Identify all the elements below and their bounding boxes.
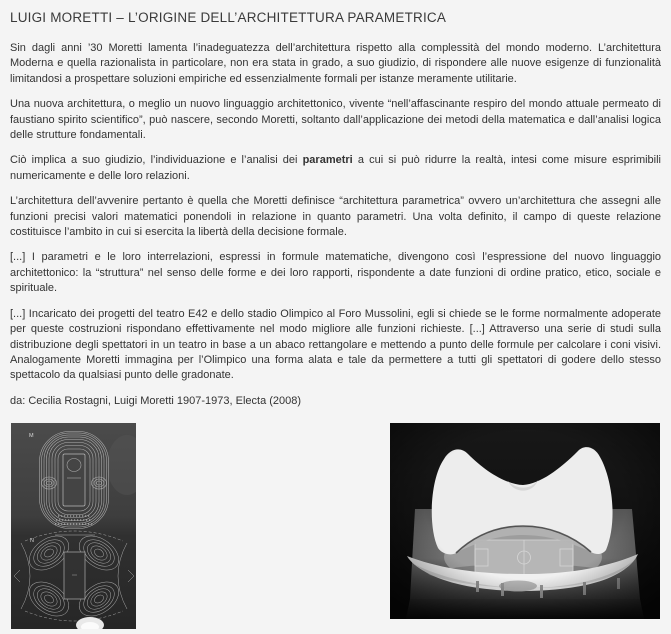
paragraph-3-bold-term: parametri (302, 154, 353, 167)
page-title: LUIGI MORETTI – L’ORIGINE DELL’ARCHITETTURA PARAMETRICA (10, 10, 447, 25)
paragraph-4: L’architettura dell’avvenire pertanto è quella che Moretti definisce “architettura parametrica” ovvero un’architettura che assegni alle funzioni precisi valori matematici ponendoli in relazione in quanto parametri. Una volta definito, il campo di queste relazione costituisce l’ambito in cui si esercita la libertà della decisione formale. (10, 195, 661, 239)
diagram-marker-bottom: N (30, 538, 34, 545)
source-citation: da: Cecilia Rostagni, Luigi Moretti 1907-1973, Electa (2008) (10, 394, 302, 407)
paragraph-1: Sin dagli anni ’30 Moretti lamenta l’inadeguatezza dell’architettura rispetto alla complessità del mondo moderno. L’architettura Moderna e quella razionalista in particolare, non era stata in grado, a suo giudizio, di rispondere alle nuove esigenze di funzionalità limitandosi a prospettare soluzioni empiriche ed essenzialmente formali per istanze meramente utilitarie. (10, 42, 661, 85)
isoparametric-diagram-image (11, 423, 136, 629)
paragraph-3-tail: a cui si può ridurre la realtà, intesi come misure esprimibili numericamente e delle loro relazioni. (10, 154, 661, 182)
paragraph-3-lead: Ciò implica a suo giudizio, l’individuazione e l’analisi dei (10, 154, 303, 167)
diagram-marker-top: M (29, 433, 34, 440)
paragraph-6: [...] Incaricato dei progetti del teatro E42 e dello stadio Olimpico al Foro Mussolini, egli si chiede se le forme normalmente adoperate per queste costruzioni rispondano effettivamente nel modo migliore alle funzioni richieste. [...] Attraverso una serie di studi sulla distribuzione degli spettatori in un teatro in base a un abaco rettangolare e mettendo a punto delle formule per calcolare i coni visivi. Analogamente Moretti immagina per l’Olimpico una forma alata e tale da permettere a tutti gli spettatori di godere dello stesso spettacolo da qualsiasi punto delle gradonate. (10, 307, 661, 382)
paragraph-2: Una nuova architettura, o meglio un nuovo linguaggio architettonico, vivente “nell’affascinante respiro del mondo attuale permeato di faustiano spirito scientifico”, può nascere, secondo Moretti, soltanto dall’applicazione dei metodi della matematica e dall’analisi logica delle strutture fondamentali. (10, 98, 661, 142)
paragraph-3 (10, 153, 661, 184)
photo-vignette (390, 423, 660, 619)
figures-row (10, 423, 661, 630)
stadium-model-photo (390, 423, 660, 619)
paragraph-5: [...] I parametri e le loro interrelazioni, espressi in formule matematiche, divengono così l’espressione del nuovo linguaggio architettonico: la “struttura” nel senso delle forme e dei loro rapporti, rispondente a date funzioni di ordine pratico, etico, sociale e spirituale. (10, 251, 661, 295)
